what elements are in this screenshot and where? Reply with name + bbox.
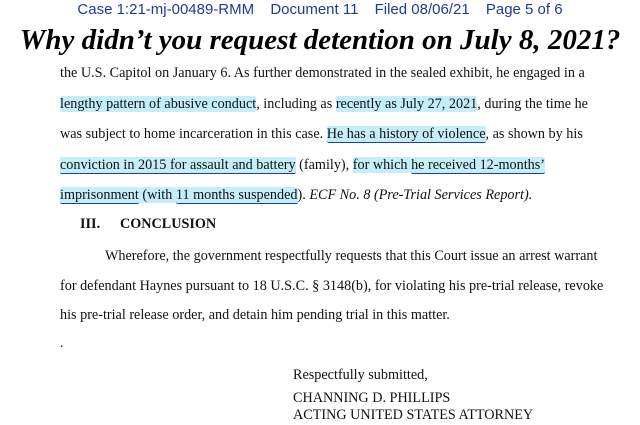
highlight-sentence: he received 12-months’	[411, 157, 546, 173]
highlight-recent-date: recently as July 27, 2021	[335, 96, 478, 112]
body-line-3	[60, 124, 583, 144]
body-text: , during the time he	[477, 96, 588, 112]
body-text: Wherefore, the government respectfully requests that this Court issue an arrest warrant	[105, 248, 598, 264]
body-line-5	[60, 185, 532, 205]
filed-date: Filed 08/06/21	[374, 1, 470, 18]
conclusion-line-1	[105, 246, 597, 266]
conclusion-line-3	[60, 305, 450, 325]
body-line-4	[60, 155, 545, 175]
section-title: CONCLUSION	[120, 216, 217, 232]
page-number: Page 5 of 6	[485, 1, 563, 18]
case-number: Case 1:21-mj-00489-RMM	[77, 1, 255, 18]
body-text: for defendant Haynes pursuant to 18 U.S.C. § 3148(b), for violating his pre-trial release, revoke	[60, 278, 604, 294]
body-text: (family),	[295, 157, 353, 173]
highlight-suspended: 11 months suspended	[175, 187, 298, 203]
highlight-for-which: for which	[352, 157, 412, 173]
body-text: , including as	[256, 96, 336, 112]
citation: ECF No. 8 (Pre-Trial Services Report).	[305, 187, 533, 203]
body-text: the U.S. Capitol on January 6. As further demonstrated in the sealed exhibit, he engaged in a	[60, 65, 585, 81]
body-text: , as shown by his	[485, 126, 583, 142]
body-line-1	[60, 63, 585, 83]
section-number: III.	[80, 216, 101, 232]
signature-title: ACTING UNITED STATES ATTORNEY	[293, 407, 534, 423]
section-heading	[62, 214, 216, 234]
highlight-abusive-conduct: lengthy pattern of abusive conduct	[60, 96, 257, 112]
highlight-history-violence: He has a history of violence	[326, 126, 486, 142]
highlight-imprisonment: imprisonment	[60, 187, 139, 203]
highlight-with: (with	[138, 187, 176, 203]
body-line-2	[60, 94, 588, 114]
conclusion-line-2	[60, 276, 603, 296]
body-text: his pre-trial release order, and detain him pending trial in this matter.	[60, 307, 450, 323]
document-number: Document 11	[270, 1, 359, 18]
case-header	[0, 0, 640, 20]
signature-closing: Respectfully submitted,	[293, 367, 428, 383]
highlight-conviction: conviction in 2015 for assault and battery	[60, 157, 296, 173]
body-text: ).	[297, 187, 306, 203]
signature-name: CHANNING D. PHILLIPS	[293, 390, 451, 406]
stray-mark: .	[60, 336, 64, 351]
body-text: was subject to home incarceration in this case.	[60, 126, 327, 142]
headline-overlay: Why didn’t you request detention on July 8, 2021?	[19, 24, 621, 56]
